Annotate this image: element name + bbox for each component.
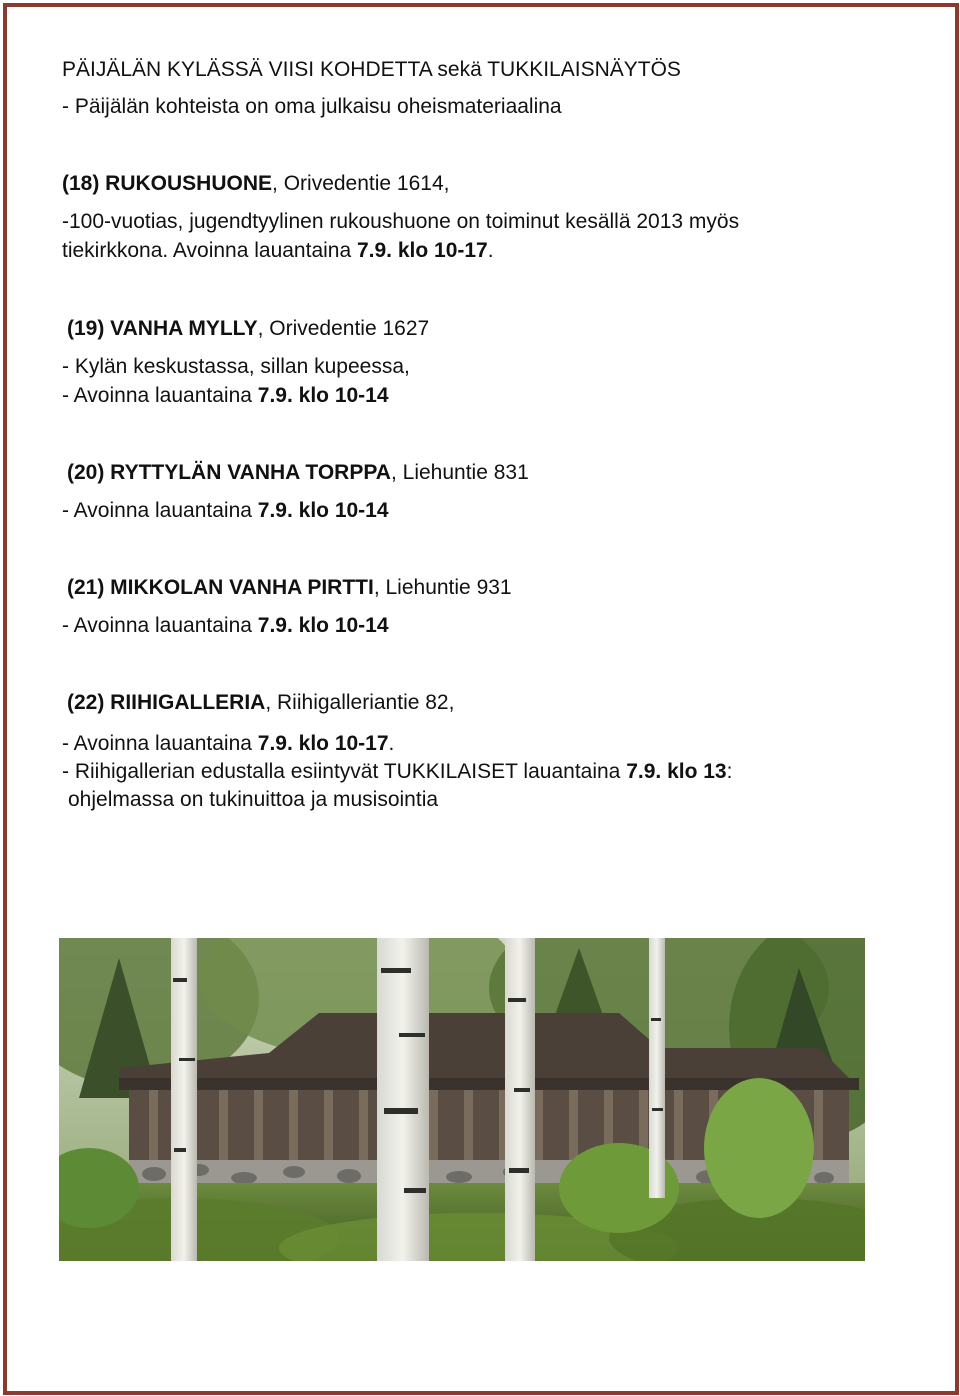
entry-20-heading: [67, 460, 529, 486]
entry-19-hours-text: - Avoinna lauantaina: [62, 384, 258, 407]
entry-22-heading: [67, 690, 454, 716]
entry-22-title: (22) RIIHIGALLERIA: [67, 691, 266, 714]
entry-18-hours: [62, 238, 494, 264]
entry-19-address: , Orivedentie 1627: [257, 317, 430, 340]
entry-21-heading: [67, 575, 512, 601]
entry-18-hours-time: 7.9. klo 10-17: [356, 239, 488, 262]
entry-19-hours: [62, 383, 389, 409]
entry-22-address: , Riihigalleriantie 82,: [265, 691, 455, 714]
entry-22-hours: [62, 731, 394, 757]
entry-20-hours: [62, 498, 389, 524]
entry-22-performance: [62, 759, 732, 785]
entry-20-title: (20) RYTTYLÄN VANHA TORPPA: [67, 461, 391, 484]
entry-21-hours-text: - Avoinna lauantaina: [62, 614, 258, 637]
entry-19-hours-time: 7.9. klo 10-14: [257, 384, 389, 407]
page-subtitle: - Päijälän kohteista on oma julkaisu oheismateriaalina: [62, 95, 562, 118]
entry-21-title: (21) MIKKOLAN VANHA PIRTTI: [67, 576, 374, 599]
entry-18-hours-text: tiekirkkona. Avoinna lauantaina: [62, 239, 357, 262]
entry-22-program: ohjelmassa on tukinuittoa ja musisointia: [68, 788, 439, 811]
entry-22-performance-time: 7.9. klo 13: [626, 760, 727, 783]
entry-20-hours-time: 7.9. klo 10-14: [257, 499, 389, 522]
page-title: PÄIJÄLÄN KYLÄSSÄ VIISI KOHDETTA sekä TUKKILAISNÄYTÖS: [62, 58, 681, 81]
riihigalleria-photo: [59, 938, 865, 1261]
entry-21-hours: [62, 613, 389, 639]
entry-22-hours-time: 7.9. klo 10-17: [257, 732, 389, 755]
entry-18-heading: [62, 171, 449, 197]
entry-20-hours-text: - Avoinna lauantaina: [62, 499, 258, 522]
entry-22-performance-text: - Riihigallerian edustalla esiintyvät TUKKILAISET lauantaina: [62, 760, 627, 783]
entry-18-address: , Orivedentie 1614,: [272, 172, 450, 195]
entry-21-address: , Liehuntie 931: [373, 576, 512, 599]
entry-18-description: -100-vuotias, jugendtyylinen rukoushuone on toiminut kesällä 2013 myös: [62, 210, 740, 233]
entry-20-address: , Liehuntie 831: [390, 461, 529, 484]
entry-22-hours-text: - Avoinna lauantaina: [62, 732, 258, 755]
entry-19-description: - Kylän keskustassa, sillan kupeessa,: [62, 355, 410, 378]
entry-18-hours-punct: .: [487, 239, 494, 262]
entry-21-hours-time: 7.9. klo 10-14: [257, 614, 389, 637]
forest-building-illustration: [59, 938, 865, 1261]
entry-22-hours-punct: .: [388, 732, 395, 755]
entry-19-heading: [67, 316, 429, 342]
entry-18-title: (18) RUKOUSHUONE: [62, 172, 273, 195]
entry-22-performance-punct: :: [726, 760, 733, 783]
entry-19-title: (19) VANHA MYLLY: [67, 317, 258, 340]
